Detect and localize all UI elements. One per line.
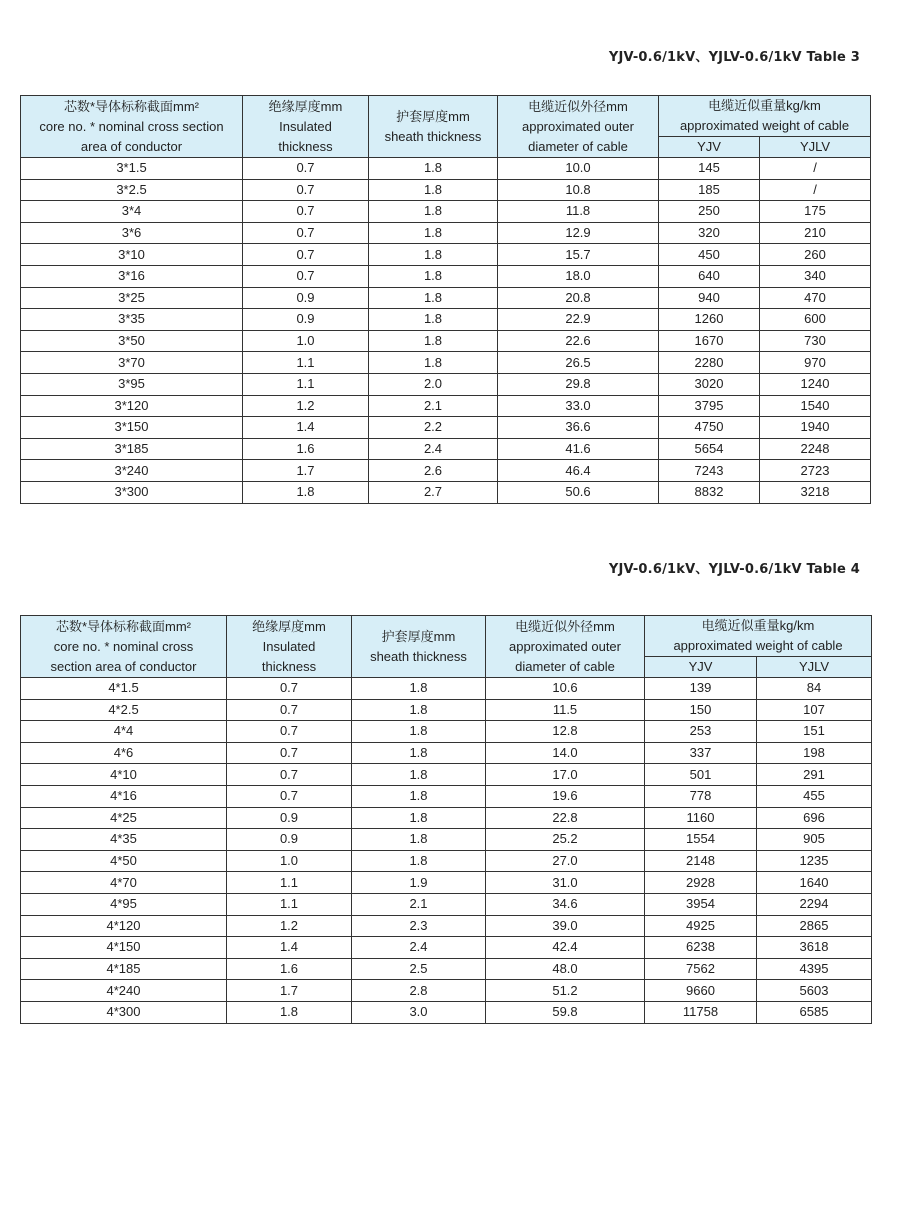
cell-weight-yjlv: 6585 [757, 1001, 872, 1023]
header-yjv: YJV [659, 137, 760, 158]
table3-body [21, 158, 871, 504]
cell-diameter: 10.8 [498, 179, 659, 201]
header-insulation [243, 96, 369, 158]
cell-diameter: 26.5 [498, 352, 659, 374]
cell-core-section: 4*25 [21, 807, 227, 829]
cell-weight-yjlv: / [760, 158, 871, 180]
header-sheath-line2: sheath thickness [384, 128, 482, 144]
cell-insulation: 0.7 [227, 785, 352, 807]
cell-weight-yjv: 940 [659, 287, 760, 309]
cell-insulation: 1.0 [227, 850, 352, 872]
header-insulation-line1: 绝缘厚度mm [252, 618, 326, 634]
header-diameter [498, 96, 659, 158]
cell-weight-yjv: 4750 [659, 417, 760, 439]
header-diameter-line2: approximated outer [521, 118, 634, 134]
cell-sheath: 2.0 [369, 373, 498, 395]
cell-weight-yjv: 9660 [645, 980, 757, 1002]
cell-diameter: 25.2 [486, 829, 645, 851]
cell-weight-yjv: 150 [645, 699, 757, 721]
table-row [21, 915, 872, 937]
cell-diameter: 22.6 [498, 330, 659, 352]
cell-weight-yjv: 3954 [645, 893, 757, 915]
cell-insulation: 0.7 [227, 678, 352, 700]
table-row [21, 785, 872, 807]
cell-sheath: 1.8 [369, 201, 498, 223]
cell-insulation: 0.7 [243, 179, 369, 201]
cell-sheath: 1.8 [369, 330, 498, 352]
cell-sheath: 1.8 [352, 785, 486, 807]
cell-sheath: 1.8 [369, 244, 498, 266]
table-row [21, 829, 872, 851]
cell-insulation: 0.7 [243, 265, 369, 287]
cell-sheath: 1.8 [369, 352, 498, 374]
cell-core-section: 4*4 [21, 721, 227, 743]
cell-insulation: 1.0 [243, 330, 369, 352]
table-row [21, 395, 871, 417]
cell-core-section: 4*16 [21, 785, 227, 807]
header-sheath-line2: sheath thickness [370, 648, 467, 664]
table-row [21, 222, 871, 244]
cell-weight-yjlv: 730 [760, 330, 871, 352]
cell-diameter: 18.0 [498, 265, 659, 287]
cell-diameter: 39.0 [486, 915, 645, 937]
cell-core-section: 3*300 [21, 481, 243, 503]
cell-core-section: 4*240 [21, 980, 227, 1002]
table-row [21, 309, 871, 331]
table-row [21, 201, 871, 223]
table4-caption: YJV-0.6/1kV、YJLV-0.6/1kV Table 4 [608, 562, 860, 577]
cell-weight-yjlv: 455 [757, 785, 872, 807]
cell-insulation: 0.7 [243, 222, 369, 244]
cell-diameter: 31.0 [486, 872, 645, 894]
cell-weight-yjlv: 2865 [757, 915, 872, 937]
cell-insulation: 1.6 [227, 958, 352, 980]
header-yjlv: YJLV [757, 657, 872, 678]
cell-sheath: 1.8 [352, 764, 486, 786]
header-diameter-line1: 电缆近似外径mm [515, 618, 615, 634]
cell-diameter: 51.2 [486, 980, 645, 1002]
header-insulation-line3: thickness [261, 658, 317, 674]
header-weight-line2: approximated weight of cable [673, 638, 843, 653]
cell-weight-yjlv: 340 [760, 265, 871, 287]
cell-core-section: 4*10 [21, 764, 227, 786]
table-row [21, 481, 871, 503]
cell-weight-yjlv: 1940 [760, 417, 871, 439]
table-row [21, 699, 872, 721]
cell-weight-yjlv: 107 [757, 699, 872, 721]
header-core-line2: core no. * nominal cross [53, 638, 194, 654]
cell-weight-yjlv: 5603 [757, 980, 872, 1002]
header-sheath-line1: 护套厚度mm [381, 628, 456, 644]
cell-weight-yjv: 139 [645, 678, 757, 700]
cell-weight-yjv: 6238 [645, 937, 757, 959]
cell-core-section: 4*150 [21, 937, 227, 959]
cell-weight-yjlv: 2248 [760, 438, 871, 460]
header-insulation-line2: Insulated [262, 638, 316, 654]
cell-core-section: 3*2.5 [21, 179, 243, 201]
cell-weight-yjv: 253 [645, 721, 757, 743]
cell-insulation: 1.8 [243, 481, 369, 503]
table-row [21, 764, 872, 786]
cell-diameter: 17.0 [486, 764, 645, 786]
header-weight-line1: 电缆近似重量kg/km [701, 618, 815, 633]
cell-core-section: 4*95 [21, 893, 227, 915]
cell-diameter: 12.9 [498, 222, 659, 244]
header-insulation-line2: Insulated [279, 118, 332, 134]
cell-sheath: 1.8 [352, 807, 486, 829]
table-row [21, 265, 871, 287]
table-row [21, 287, 871, 309]
cell-core-section: 4*35 [21, 829, 227, 851]
cell-insulation: 0.7 [243, 201, 369, 223]
cell-core-section: 4*2.5 [21, 699, 227, 721]
cell-weight-yjlv: 3218 [760, 481, 871, 503]
table-row [21, 330, 871, 352]
cell-diameter: 11.5 [486, 699, 645, 721]
cell-diameter: 22.8 [486, 807, 645, 829]
cell-weight-yjlv: 3618 [757, 937, 872, 959]
cell-core-section: 4*70 [21, 872, 227, 894]
header-diameter-line3: diameter of cable [515, 658, 615, 674]
table-row [21, 807, 872, 829]
cell-diameter: 14.0 [486, 742, 645, 764]
cell-weight-yjv: 3020 [659, 373, 760, 395]
table-row [21, 937, 872, 959]
cell-diameter: 10.6 [486, 678, 645, 700]
cell-diameter: 15.7 [498, 244, 659, 266]
cell-weight-yjlv: 905 [757, 829, 872, 851]
cell-insulation: 0.7 [227, 764, 352, 786]
cell-weight-yjlv: 198 [757, 742, 872, 764]
cell-insulation: 0.7 [227, 742, 352, 764]
cell-sheath: 1.8 [352, 721, 486, 743]
table-row [21, 721, 872, 743]
table3 [20, 95, 871, 504]
table-row [21, 438, 871, 460]
cell-core-section: 3*150 [21, 417, 243, 439]
cell-insulation: 0.9 [243, 287, 369, 309]
cell-diameter: 46.4 [498, 460, 659, 482]
header-core-line1: 芯数*导体标称截面mm² [55, 618, 192, 634]
table-row [21, 893, 872, 915]
cell-sheath: 1.8 [352, 678, 486, 700]
cell-sheath: 1.8 [369, 309, 498, 331]
header-core-line2: core no. * nominal cross section [39, 118, 224, 134]
table-row [21, 1001, 872, 1023]
header-weight [659, 96, 871, 137]
cell-sheath: 2.4 [352, 937, 486, 959]
table-row [21, 678, 872, 700]
header-sheath-line1: 护套厚度mm [396, 108, 470, 124]
cell-insulation: 1.7 [227, 980, 352, 1002]
cell-weight-yjv: 640 [659, 265, 760, 287]
cell-weight-yjv: 450 [659, 244, 760, 266]
header-diameter-line1: 电缆近似外径mm [528, 98, 628, 114]
cell-core-section: 4*6 [21, 742, 227, 764]
cell-weight-yjlv: 4395 [757, 958, 872, 980]
cell-weight-yjv: 11758 [645, 1001, 757, 1023]
cell-weight-yjv: 1670 [659, 330, 760, 352]
header-weight-line2: approximated weight of cable [679, 118, 850, 133]
table-row [21, 158, 871, 180]
cell-weight-yjlv: 1240 [760, 373, 871, 395]
cell-sheath: 1.8 [369, 179, 498, 201]
cell-weight-yjlv: 2294 [757, 893, 872, 915]
cell-weight-yjlv: 1640 [757, 872, 872, 894]
cell-weight-yjlv: 260 [760, 244, 871, 266]
table3-caption: YJV-0.6/1kV、YJLV-0.6/1kV Table 3 [608, 50, 860, 65]
cell-sheath: 2.6 [369, 460, 498, 482]
header-core-line3: section area of conductor [50, 658, 197, 674]
table-row [21, 179, 871, 201]
cell-weight-yjv: 1260 [659, 309, 760, 331]
cell-core-section: 3*16 [21, 265, 243, 287]
cell-diameter: 11.8 [498, 201, 659, 223]
cell-weight-yjv: 185 [659, 179, 760, 201]
cell-weight-yjlv: 210 [760, 222, 871, 244]
cell-weight-yjlv: 470 [760, 287, 871, 309]
cell-insulation: 0.7 [243, 244, 369, 266]
cell-sheath: 1.8 [352, 699, 486, 721]
cell-weight-yjv: 1554 [645, 829, 757, 851]
header-core-line1: 芯数*导体标称截面mm² [63, 98, 200, 114]
cell-diameter: 29.8 [498, 373, 659, 395]
table-row [21, 417, 871, 439]
cell-weight-yjv: 778 [645, 785, 757, 807]
cell-insulation: 1.2 [227, 915, 352, 937]
table-row [21, 872, 872, 894]
cell-weight-yjv: 2280 [659, 352, 760, 374]
cell-diameter: 34.6 [486, 893, 645, 915]
cell-core-section: 3*240 [21, 460, 243, 482]
table4 [20, 615, 872, 1024]
header-sheath [369, 96, 498, 158]
cell-core-section: 3*185 [21, 438, 243, 460]
cell-weight-yjlv: 1540 [760, 395, 871, 417]
table4-body [21, 678, 872, 1024]
cell-sheath: 2.7 [369, 481, 498, 503]
table-row [21, 742, 872, 764]
cell-sheath: 2.1 [369, 395, 498, 417]
cell-diameter: 59.8 [486, 1001, 645, 1023]
cell-weight-yjv: 501 [645, 764, 757, 786]
cell-core-section: 3*95 [21, 373, 243, 395]
cell-diameter: 48.0 [486, 958, 645, 980]
cell-diameter: 36.6 [498, 417, 659, 439]
table-row [21, 244, 871, 266]
cell-sheath: 1.8 [352, 850, 486, 872]
cell-insulation: 1.4 [227, 937, 352, 959]
cell-insulation: 1.1 [227, 893, 352, 915]
cell-diameter: 20.8 [498, 287, 659, 309]
table-row [21, 373, 871, 395]
cell-diameter: 33.0 [498, 395, 659, 417]
cell-insulation: 1.1 [243, 373, 369, 395]
cell-core-section: 3*10 [21, 244, 243, 266]
cell-core-section: 3*1.5 [21, 158, 243, 180]
cell-weight-yjv: 337 [645, 742, 757, 764]
cell-sheath: 1.8 [369, 158, 498, 180]
cell-weight-yjlv: 175 [760, 201, 871, 223]
cell-core-section: 3*25 [21, 287, 243, 309]
cell-insulation: 1.2 [243, 395, 369, 417]
cell-sheath: 2.5 [352, 958, 486, 980]
cell-sheath: 2.2 [369, 417, 498, 439]
cell-weight-yjv: 3795 [659, 395, 760, 417]
cell-weight-yjv: 250 [659, 201, 760, 223]
cell-core-section: 3*120 [21, 395, 243, 417]
cell-weight-yjv: 2928 [645, 872, 757, 894]
cell-insulation: 1.1 [227, 872, 352, 894]
cell-weight-yjlv: 84 [757, 678, 872, 700]
cell-insulation: 1.6 [243, 438, 369, 460]
cell-sheath: 3.0 [352, 1001, 486, 1023]
header-diameter-line2: approximated outer [508, 638, 621, 654]
cell-insulation: 1.7 [243, 460, 369, 482]
header-yjv: YJV [645, 657, 757, 678]
cell-diameter: 50.6 [498, 481, 659, 503]
cell-weight-yjv: 7243 [659, 460, 760, 482]
cell-diameter: 10.0 [498, 158, 659, 180]
header-diameter [486, 616, 645, 678]
cell-weight-yjlv: / [760, 179, 871, 201]
cell-weight-yjlv: 600 [760, 309, 871, 331]
cell-diameter: 27.0 [486, 850, 645, 872]
cell-weight-yjlv: 291 [757, 764, 872, 786]
cell-diameter: 42.4 [486, 937, 645, 959]
table-row [21, 958, 872, 980]
cell-diameter: 12.8 [486, 721, 645, 743]
cell-sheath: 1.8 [369, 265, 498, 287]
cell-weight-yjv: 8832 [659, 481, 760, 503]
header-weight-line1: 电缆近似重量kg/km [708, 98, 821, 113]
header-yjlv: YJLV [760, 137, 871, 158]
cell-weight-yjv: 7562 [645, 958, 757, 980]
cell-core-section: 3*35 [21, 309, 243, 331]
cell-weight-yjv: 145 [659, 158, 760, 180]
cell-diameter: 41.6 [498, 438, 659, 460]
cell-sheath: 1.8 [352, 742, 486, 764]
header-insulation [227, 616, 352, 678]
cell-weight-yjlv: 1235 [757, 850, 872, 872]
cell-core-section: 4*1.5 [21, 678, 227, 700]
cell-sheath: 2.3 [352, 915, 486, 937]
cell-core-section: 3*6 [21, 222, 243, 244]
header-diameter-line3: diameter of cable [528, 138, 628, 154]
cell-sheath: 2.4 [369, 438, 498, 460]
cell-weight-yjlv: 2723 [760, 460, 871, 482]
cell-core-section: 3*4 [21, 201, 243, 223]
cell-weight-yjlv: 151 [757, 721, 872, 743]
cell-weight-yjv: 2148 [645, 850, 757, 872]
cell-core-section: 4*185 [21, 958, 227, 980]
table-row [21, 980, 872, 1002]
table-row [21, 850, 872, 872]
cell-core-section: 4*120 [21, 915, 227, 937]
cell-sheath: 2.1 [352, 893, 486, 915]
header-core [21, 616, 227, 678]
cell-insulation: 0.7 [227, 721, 352, 743]
cell-insulation: 1.1 [243, 352, 369, 374]
cell-diameter: 22.9 [498, 309, 659, 331]
cell-sheath: 1.8 [369, 287, 498, 309]
cell-insulation: 0.9 [227, 829, 352, 851]
cell-insulation: 0.7 [243, 158, 369, 180]
cell-insulation: 1.4 [243, 417, 369, 439]
cell-weight-yjv: 320 [659, 222, 760, 244]
cell-core-section: 4*300 [21, 1001, 227, 1023]
cell-insulation: 0.9 [243, 309, 369, 331]
header-sheath [352, 616, 486, 678]
cell-weight-yjlv: 970 [760, 352, 871, 374]
cell-insulation: 0.7 [227, 699, 352, 721]
cell-weight-yjv: 5654 [659, 438, 760, 460]
header-core [21, 96, 243, 158]
table-row [21, 460, 871, 482]
cell-core-section: 4*50 [21, 850, 227, 872]
cell-diameter: 19.6 [486, 785, 645, 807]
header-insulation-line3: thickness [278, 138, 333, 154]
cell-sheath: 1.8 [352, 829, 486, 851]
cell-weight-yjv: 4925 [645, 915, 757, 937]
cell-sheath: 2.8 [352, 980, 486, 1002]
header-weight [645, 616, 872, 657]
cell-core-section: 3*70 [21, 352, 243, 374]
cell-weight-yjlv: 696 [757, 807, 872, 829]
header-core-line3: area of conductor [80, 138, 183, 154]
header-insulation-line1: 绝缘厚度mm [268, 98, 343, 114]
cell-sheath: 1.8 [369, 222, 498, 244]
table-row [21, 352, 871, 374]
cell-insulation: 1.8 [227, 1001, 352, 1023]
cell-sheath: 1.9 [352, 872, 486, 894]
cell-weight-yjv: 1160 [645, 807, 757, 829]
cell-insulation: 0.9 [227, 807, 352, 829]
cell-core-section: 3*50 [21, 330, 243, 352]
